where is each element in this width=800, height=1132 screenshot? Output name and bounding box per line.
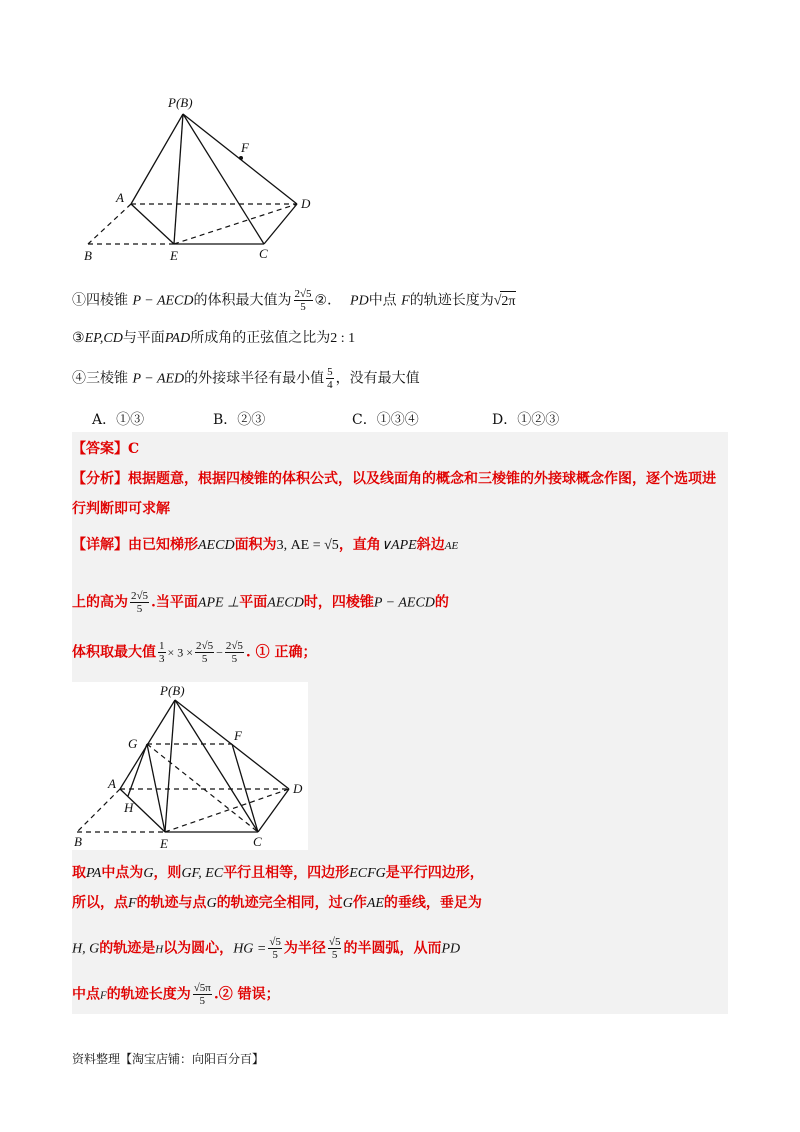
fig2-label-E: E: [160, 836, 168, 850]
pyramid-figure-1: [75, 92, 325, 264]
fig2-label-G: G: [128, 736, 138, 751]
detail-line-3: 体积取最大值 $\frac{1}{3}$ × 3 × $\frac{2√5}{5}$ − $\frac{2√5}{5}$ . ① 正确；: [72, 640, 317, 665]
analysis-line-2: 行判断即可求解: [72, 501, 170, 517]
analysis-line-1: 【分析】根据题意，根据四棱锥的体积公式，以及线面角的概念和三棱锥的外接球概念作图，逐个选项进: [72, 471, 716, 487]
fig2-label-A: A: [108, 776, 116, 791]
option-b: B．②③: [213, 412, 266, 428]
label-P: P(B): [168, 95, 193, 110]
pyramid-figure-2: [72, 682, 308, 850]
option-a: A．①③: [92, 412, 145, 428]
label-B: B: [84, 248, 92, 263]
label-E: E: [170, 248, 178, 263]
detail-line-1: 【详解】由已知梯形AECD面积为3, AE = √5，直角∨APE斜边AE: [72, 537, 459, 553]
statement-1-2: ①四棱锥 P − AECD的体积最大值为 $\frac{2√5}{5}$ ②． PD中点 F的轨迹长度为√2π: [72, 288, 516, 313]
footer-source: 资料整理【淘宝店铺：向阳百分百】: [72, 1052, 265, 1066]
label-F: F: [241, 140, 249, 155]
label-A: A: [116, 190, 124, 205]
detail-line-2: 上的高为 $\frac{2√5}{5}$ .当平面APE ⊥平面AECD时，四棱锥P − AECD的: [72, 590, 449, 615]
detail-line-5: 所以，点F的轨迹与点G的轨迹完全相同，过G作AE的垂线，垂足为: [72, 895, 482, 911]
statement-3: ③EP,CD与平面PAD所成角的正弦值之比为2 : 1: [72, 330, 356, 346]
option-d: D．①②③: [492, 412, 560, 428]
option-c: C．①③④: [352, 412, 419, 428]
detail-line-6: H, G的轨迹是H以为圆心，HG = $\frac{√5}{5}$ 为半径 $\frac{√5}{5}$ 的半圆弧，从而PD: [72, 936, 461, 961]
fig2-label-F: F: [234, 728, 242, 743]
fig2-label-C: C: [253, 834, 262, 849]
label-D: D: [301, 196, 311, 211]
answer-line: 【答案】C: [72, 441, 140, 457]
fig2-label-H: H: [124, 800, 134, 815]
detail-line-4: 取PA中点为G，则GF, EC平行且相等，四边形ECFG是平行四边形，: [72, 865, 484, 881]
fig2-label-D: D: [293, 781, 303, 796]
statement-4: ④三棱锥 P − AED的外接球半径有最小值 $\frac{5}{4}$ ，没有最大值: [72, 366, 420, 391]
detail-line-7: 中点F的轨迹长度为 $\frac{√5\pi}{5}$ .② 错误；: [72, 982, 280, 1007]
fig2-label-P: P(B): [160, 683, 185, 698]
label-C: C: [259, 246, 268, 261]
fig2-label-B: B: [74, 834, 82, 849]
